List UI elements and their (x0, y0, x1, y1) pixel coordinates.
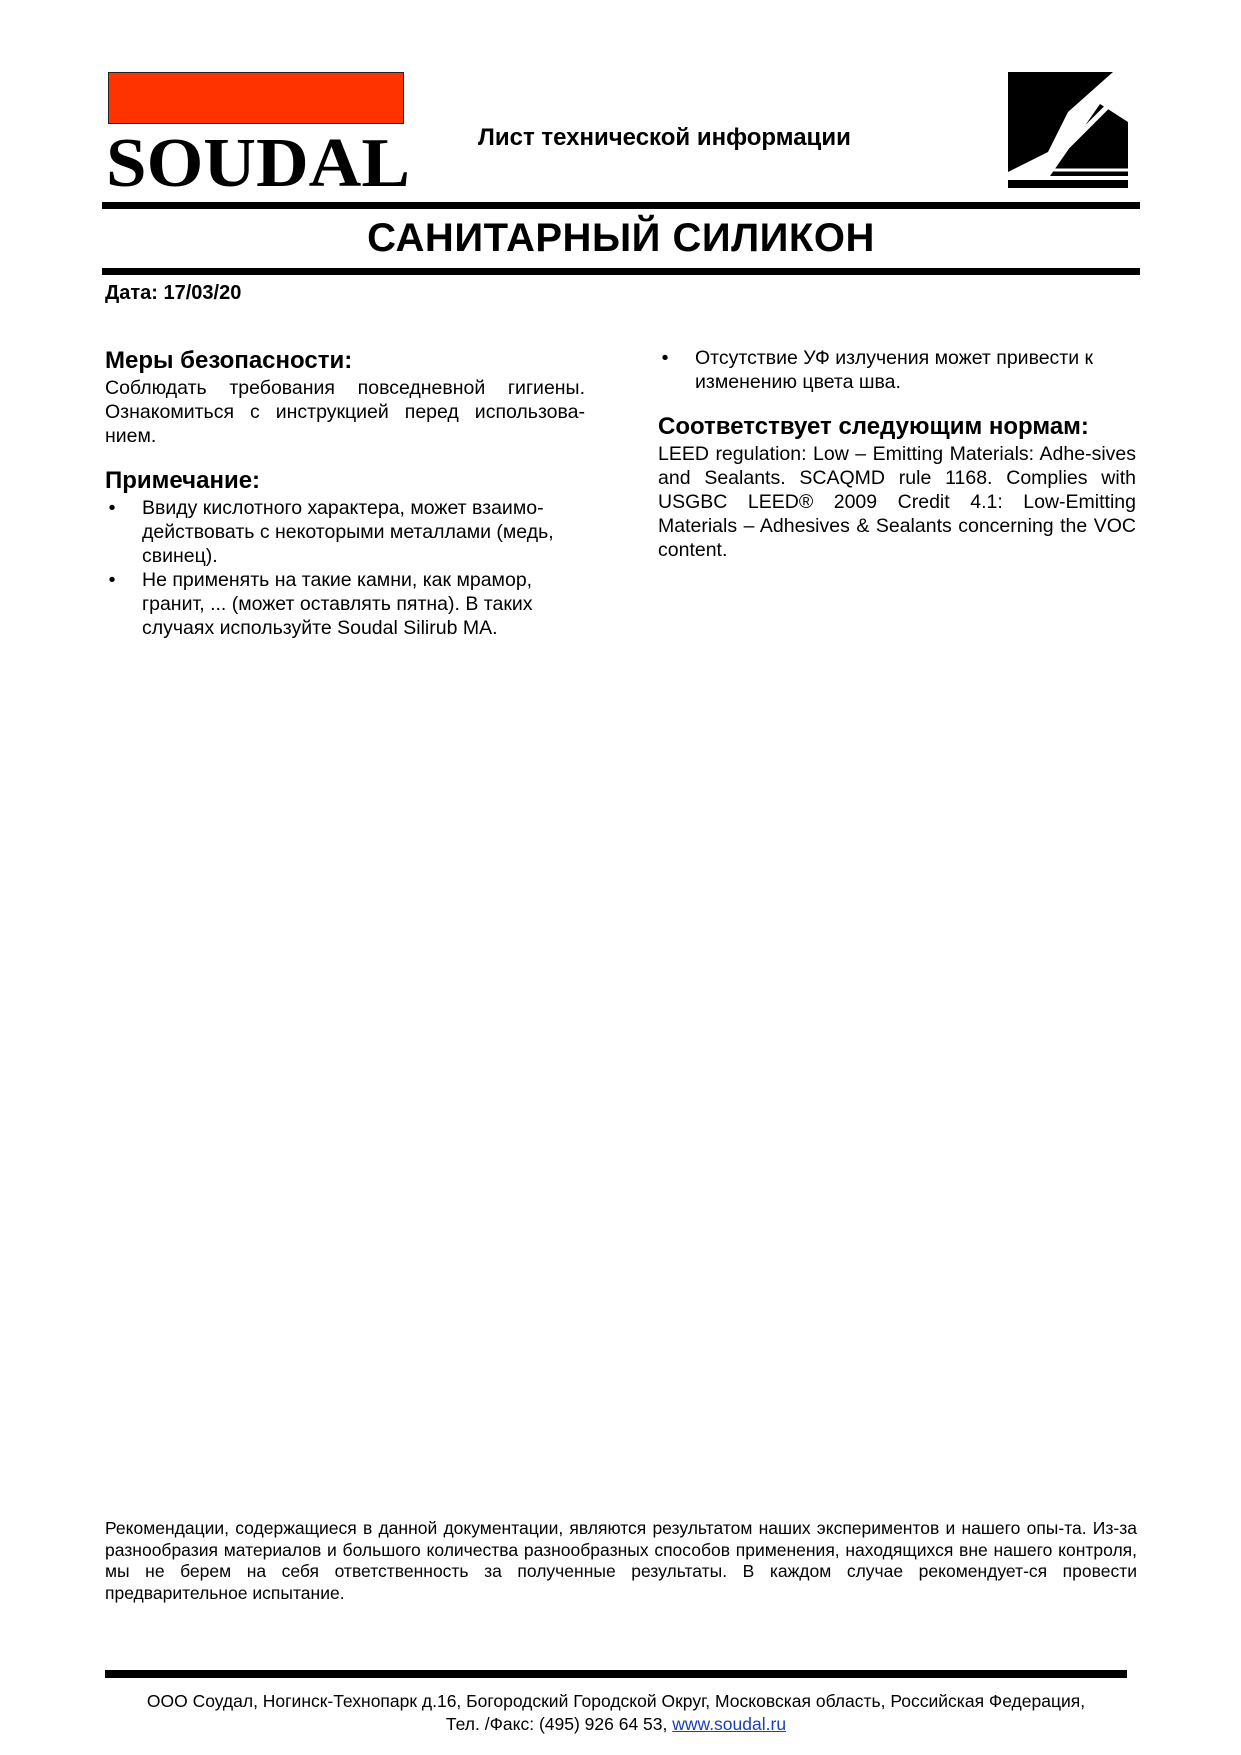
bullet-icon: • (108, 497, 116, 519)
phone-fax: Тел. /Факс: (495) 926 64 53, (445, 1714, 668, 1734)
note-heading: Примечание: (105, 467, 261, 494)
header-rule (102, 202, 1140, 209)
uv-note-list (658, 346, 1136, 394)
caulk-gun-icon (1008, 72, 1128, 192)
svg-text:SOUDAL: SOUDAL (106, 125, 410, 194)
title-rule (102, 268, 1140, 275)
company-address (105, 1690, 1127, 1736)
address-line: ООО Соудал, Ногинск-Технопарк д.16, Богородский Городской Округ, Московская область, Российская Федерация, (146, 1691, 1086, 1711)
norms-text: LEED regulation: Low – Emitting Materials: Adhe-sives and Sealants. SCAQMD rule 1168. Complies with USGBC LEED® 2009 Credit 4.1: Low-Emitting Materials – Adhesives & Sealants concerning the VOC content. (658, 443, 1136, 561)
norms-heading: Соответствует следующим нормам: (658, 413, 1089, 440)
list-item: • Отсутствие УФ излучения может привести к изменению цвета шва. (658, 346, 1136, 394)
footer-rule (105, 1670, 1127, 1678)
note-list (105, 496, 585, 640)
bullet-icon: • (108, 569, 116, 591)
safety-text: Соблюдать требования повседневной гигиены. Ознакомиться с инструкцией перед использова-нием. (105, 377, 585, 447)
left-column (105, 346, 585, 640)
list-item: • Ввиду кислотного характера, может взаимо-действовать с некоторыми металлами (медь, свинец). (105, 496, 585, 568)
brand-logo-red-bar (108, 72, 404, 124)
right-column (658, 346, 1136, 562)
contact-line (105, 1713, 1127, 1736)
safety-heading: Меры безопасности: (105, 347, 353, 374)
brand-logo (104, 124, 414, 194)
disclaimer-text: Рекомендации, содержащиеся в данной документации, являются результатом наших экспериментов и нашего опы-та. Из-за разнообразия материалов и большого количества разнообразных способов применения, находящихся вне нашего контроля, мы не берем на себя ответственность за полученные результаты. В каждом случае рекомендует-ся провести предварительное испытание. (105, 1518, 1137, 1603)
list-item: • Не применять на такие камни, как мрамор, гранит, ... (может оставлять пятна). В таких случаях используйте Soudal Silirub MA. (105, 568, 585, 640)
document-title: САНИТАРНЫЙ СИЛИКОН (367, 216, 875, 260)
document-date: Дата: 17/03/20 (105, 282, 242, 304)
bullet-icon: • (661, 347, 669, 369)
website-link[interactable]: www.soudal.ru (672, 1714, 787, 1734)
header-title: Лист технической информации (478, 124, 851, 151)
